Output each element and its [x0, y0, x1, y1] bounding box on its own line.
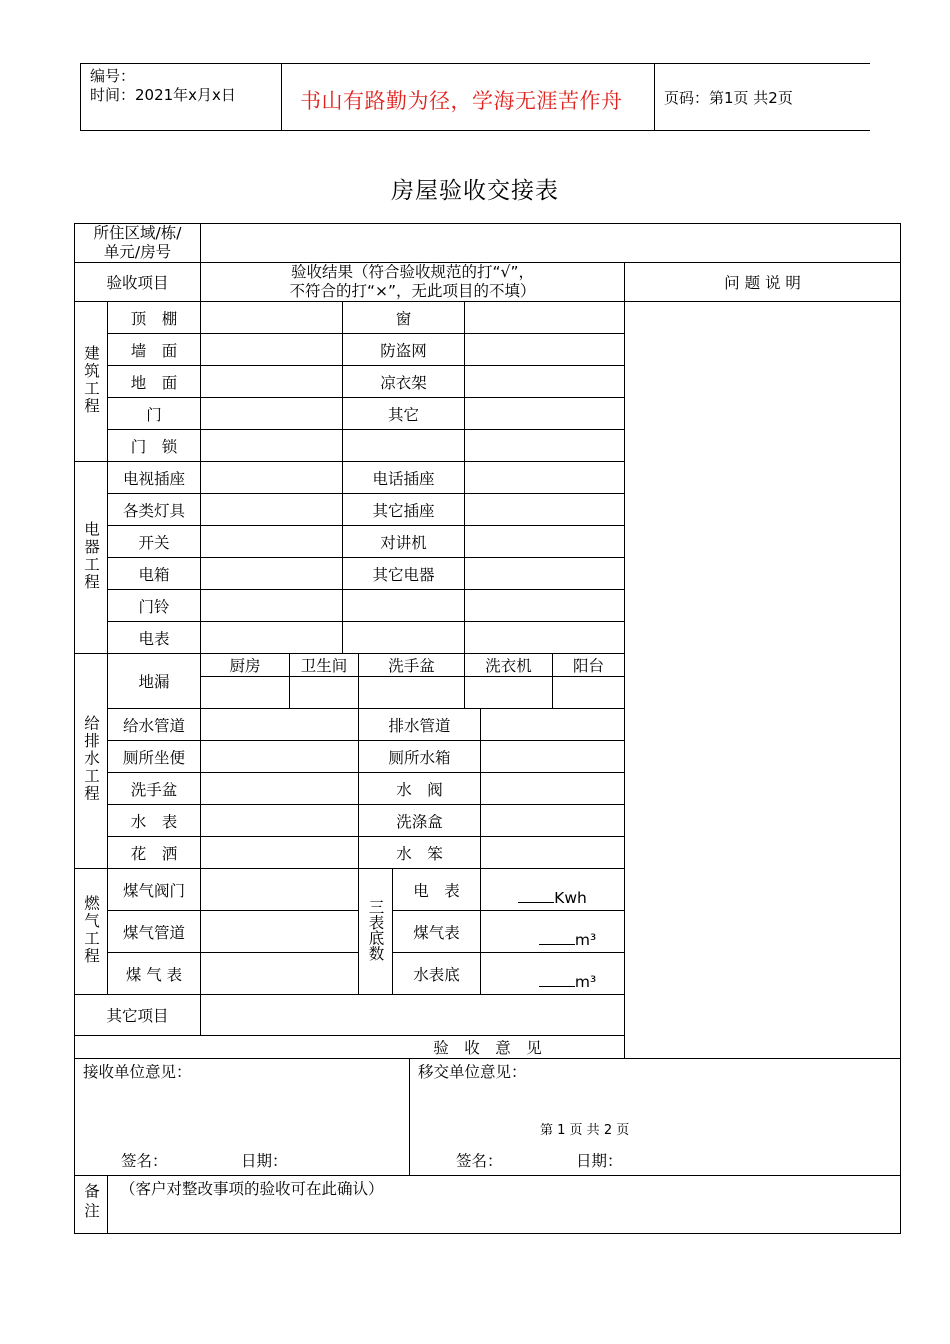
item-label: 洗涤盒 — [359, 805, 481, 837]
other-items-cell[interactable] — [201, 995, 625, 1036]
header-motto: 书山有路勤为径，学海无涯苦作舟 — [300, 89, 623, 113]
item-label: 对讲机 — [343, 526, 465, 558]
result-cell[interactable] — [201, 398, 343, 430]
item-label: 洗手盆 — [108, 773, 201, 805]
result-cell[interactable] — [201, 741, 359, 773]
transfer-opinion-cell[interactable] — [410, 1059, 901, 1176]
receiver-date-label: 日期： — [241, 1152, 288, 1170]
result-cell[interactable] — [201, 462, 343, 494]
item-label: 花 洒 — [108, 837, 201, 869]
item-label — [343, 622, 465, 654]
receiver-opinion-label: 接收单位意见： — [83, 1063, 192, 1081]
transfer-sign-label: 签名： — [456, 1152, 503, 1170]
item-label: 窗 — [343, 302, 465, 334]
item-label — [343, 430, 465, 462]
result-cell[interactable] — [465, 302, 625, 334]
result-cell[interactable] — [465, 430, 625, 462]
item-label: 门铃 — [108, 590, 201, 622]
result-cell[interactable] — [465, 462, 625, 494]
result-cell[interactable] — [465, 526, 625, 558]
result-cell[interactable] — [465, 334, 625, 366]
result-cell[interactable] — [201, 622, 343, 654]
result-cell[interactable] — [481, 773, 625, 805]
item-label: 墙 面 — [108, 334, 201, 366]
item-label: 煤气管道 — [108, 911, 201, 953]
meter-label: 煤气表 — [393, 911, 481, 953]
other-items-label: 其它项目 — [75, 995, 201, 1036]
group-electric: 电器工程 — [75, 462, 108, 654]
result-cell[interactable] — [201, 558, 343, 590]
result-cell[interactable] — [201, 334, 343, 366]
meter-reading-cell[interactable] — [481, 869, 625, 911]
meter-unit: m³ — [574, 931, 597, 949]
page-number-label: 页码：第1页 共2页 — [664, 89, 793, 107]
item-label: 地 面 — [108, 366, 201, 398]
receiver-opinion-cell[interactable] — [75, 1059, 410, 1176]
reading-blank — [518, 888, 554, 903]
page-title: 房屋验收交接表 — [391, 178, 559, 204]
item-label: 电视插座 — [108, 462, 201, 494]
item-label: 给水管道 — [108, 709, 201, 741]
result-cell[interactable] — [290, 677, 359, 709]
result-header-line2: 不符合的打“×”，无此项目的不填） — [289, 282, 536, 300]
drain-col-header: 卫生间 — [290, 654, 359, 677]
meter-unit: Kwh — [554, 889, 587, 907]
address-value-cell[interactable] — [201, 224, 901, 263]
result-cell[interactable] — [481, 837, 625, 869]
address-label — [75, 224, 201, 263]
result-cell[interactable] — [481, 709, 625, 741]
result-cell[interactable] — [201, 366, 343, 398]
meter-label: 电 表 — [393, 869, 481, 911]
item-label: 开关 — [108, 526, 201, 558]
item-label: 门 锁 — [108, 430, 201, 462]
result-cell[interactable] — [359, 677, 465, 709]
item-label: 水 阀 — [359, 773, 481, 805]
acceptance-form-table — [74, 223, 901, 1234]
meter-unit: m³ — [574, 973, 597, 991]
result-cell[interactable] — [465, 622, 625, 654]
result-cell[interactable] — [481, 741, 625, 773]
reading-blank — [539, 972, 575, 987]
group-plumbing: 给排水工程 — [75, 654, 108, 869]
result-cell[interactable] — [465, 398, 625, 430]
remark-text: （客户对整改事项的验收可在此确认） — [120, 1180, 384, 1198]
item-label: 防盗网 — [343, 334, 465, 366]
item-label: 门 — [108, 398, 201, 430]
item-label: 煤 气 表 — [108, 953, 201, 995]
address-label-line2: 单元/房号 — [103, 243, 172, 261]
result-cell[interactable] — [201, 805, 359, 837]
footer-page-number: 第 1 页 共 2 页 — [540, 1123, 630, 1138]
result-cell[interactable] — [481, 805, 625, 837]
item-label: 厕所水箱 — [359, 741, 481, 773]
item-label: 水 笨 — [359, 837, 481, 869]
result-cell[interactable] — [201, 590, 343, 622]
drain-col-header: 洗衣机 — [465, 654, 553, 677]
doc-number-label: 编号： — [90, 67, 136, 85]
transfer-opinion-label: 移交单位意见： — [418, 1063, 527, 1081]
item-label: 煤气阀门 — [108, 869, 201, 911]
item-label: 地漏 — [108, 654, 201, 709]
result-cell[interactable] — [465, 366, 625, 398]
item-label: 电箱 — [108, 558, 201, 590]
item-label: 电话插座 — [343, 462, 465, 494]
result-cell[interactable] — [201, 773, 359, 805]
result-header-line1: 验收结果（符合验收规范的打“√”， — [291, 263, 534, 281]
address-label-line1: 所住区域/栋/ — [93, 224, 182, 242]
result-cell[interactable] — [465, 494, 625, 526]
result-cell[interactable] — [465, 677, 553, 709]
result-header — [201, 263, 625, 302]
result-cell[interactable] — [201, 302, 343, 334]
item-label: 各类灯具 — [108, 494, 201, 526]
meter-reading-cell[interactable] — [481, 953, 625, 995]
item-label: 其它插座 — [343, 494, 465, 526]
meter-reading-cell[interactable] — [481, 911, 625, 953]
result-cell[interactable] — [465, 590, 625, 622]
result-cell[interactable] — [201, 709, 359, 741]
item-label: 厕所坐便 — [108, 741, 201, 773]
group-gas: 燃气工程 — [75, 869, 108, 995]
result-cell[interactable] — [201, 911, 359, 953]
item-label: 电表 — [108, 622, 201, 654]
result-cell[interactable] — [201, 677, 290, 709]
meter-label: 水表底 — [393, 953, 481, 995]
result-cell[interactable] — [201, 430, 343, 462]
item-label: 顶 棚 — [108, 302, 201, 334]
result-cell[interactable] — [201, 869, 359, 911]
item-label: 其它 — [343, 398, 465, 430]
result-cell[interactable] — [201, 953, 359, 995]
project-header: 验收项目 — [75, 263, 201, 302]
drain-col-header: 阳台 — [553, 654, 625, 677]
drain-col-header: 厨房 — [201, 654, 290, 677]
result-cell[interactable] — [201, 837, 359, 869]
opinion-header: 验 收 意 见 — [75, 1036, 901, 1059]
issue-description-cell[interactable] — [625, 302, 901, 1059]
result-cell[interactable] — [553, 677, 625, 709]
item-label: 水 表 — [108, 805, 201, 837]
remark-cell[interactable] — [108, 1176, 901, 1234]
result-cell[interactable] — [465, 558, 625, 590]
result-cell[interactable] — [201, 526, 343, 558]
item-label — [343, 590, 465, 622]
remark-label: 备注 — [75, 1176, 108, 1234]
doc-time-label: 时间：2021年x月x日 — [90, 86, 236, 104]
receiver-sign-label: 签名： — [121, 1152, 168, 1170]
group-building: 建筑工程 — [75, 302, 108, 462]
reading-blank — [539, 930, 575, 945]
result-cell[interactable] — [201, 494, 343, 526]
issue-header: 问 题 说 明 — [625, 263, 901, 302]
group-meter-readings: 三表底数 — [359, 869, 393, 995]
item-label: 凉衣架 — [343, 366, 465, 398]
item-label: 其它电器 — [343, 558, 465, 590]
item-label: 排水管道 — [359, 709, 481, 741]
drain-col-header: 洗手盆 — [359, 654, 465, 677]
transfer-date-label: 日期： — [576, 1152, 623, 1170]
